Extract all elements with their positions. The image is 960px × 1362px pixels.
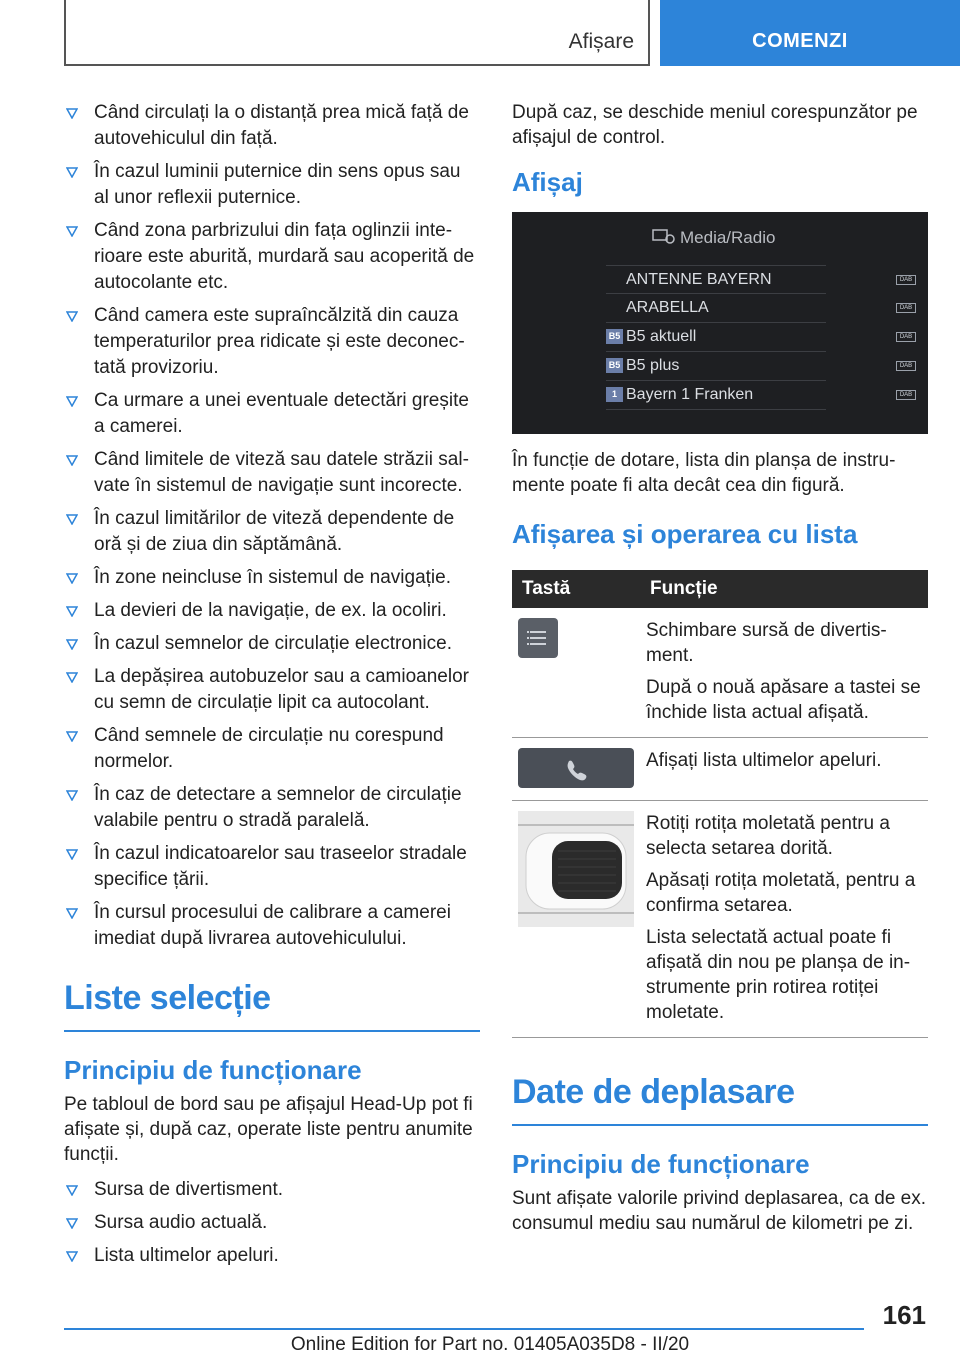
station-logo: 1 (606, 387, 623, 402)
list-item-text: În cazul indicatoarelor sau traseelor stradale specifice țării. (94, 843, 467, 890)
list-item (64, 388, 480, 440)
bullet-triangle-icon (66, 573, 78, 584)
bullet-triangle-icon (66, 639, 78, 650)
list-item (64, 303, 480, 381)
station-logo: B5 (606, 329, 623, 344)
dab-badge: DAB (896, 275, 916, 285)
list-item (64, 1243, 480, 1269)
list-item (64, 1177, 480, 1203)
dab-badge: DAB (896, 361, 916, 371)
list-item (64, 900, 480, 952)
paragraph-lists: Pe tabloul de bord sau pe afișajul Head-Up pot fi afișate și, după caz, operate liste pentru anumite funcții. (64, 1094, 473, 1165)
list-item-text: Ca urmare a unei eventuale detectări greșite a camerei. (94, 390, 469, 437)
list-item-text: Când limitele de viteză sau datele străzii sal-vate în sistemul de navigație sunt incorecte. (94, 449, 469, 496)
function-text: Afișați lista ultimelor apeluri. (646, 750, 882, 771)
list-item (64, 565, 480, 591)
list-item-text: Sursa de divertisment. (94, 1179, 284, 1200)
list-item-text: În cazul semnelor de circulație electronice. (94, 633, 453, 654)
table-row (512, 608, 928, 738)
section-heading-selection-lists: Liste selecție (64, 978, 480, 1032)
list-item-text: În zone neincluse în sistemul de navigație. (94, 567, 451, 588)
dab-badge: DAB (896, 332, 916, 342)
media-title: Media/Radio (680, 228, 776, 247)
function-cell (640, 738, 928, 801)
station-row[interactable] (606, 265, 913, 294)
table-header-key: Tastă (512, 570, 640, 608)
table-row (512, 801, 928, 1038)
bullet-triangle-icon (66, 396, 78, 407)
thumbwheel-icon (518, 811, 634, 927)
station-name: ANTENNE BAYERN (626, 271, 772, 288)
list-item (64, 782, 480, 834)
media-radio-screenshot (512, 212, 928, 434)
bullet-triangle-icon (66, 1185, 78, 1196)
list-item-text: Când zona parbrizului din fața oglinzii inte-rioare este aburită, murdară sau acoperită de autocolante etc. (94, 220, 475, 293)
subheading-list-operation: Afișarea și operarea cu lista (512, 519, 858, 549)
bullet-triangle-icon (66, 167, 78, 178)
section-heading-trip-data: Date de deplasare (512, 1072, 928, 1126)
chapter-tab[interactable] (660, 0, 960, 66)
list-item (64, 841, 480, 893)
bullet-triangle-icon (66, 226, 78, 237)
list-item-text: În cazul limitărilor de viteză dependente de oră și de ziua din săptămână. (94, 508, 455, 555)
function-text: După o nouă apăsare a tastei se închide lista actual afișată. (646, 677, 921, 723)
list-item-text: Când semnele de circulație nu corespund normelor. (94, 725, 444, 772)
bullet-triangle-icon (66, 731, 78, 742)
function-text: Apăsați rotița moletată, pentru a confirma setarea. (646, 870, 916, 916)
table-row (512, 738, 928, 801)
bullet-triangle-icon (66, 1218, 78, 1229)
list-item-text: În cazul luminii puternice din sens opus sau al unor reflexii puternice. (94, 161, 461, 208)
list-item-text: La depășirea autobuzelor sau a camioanelor cu semn de circulație lipit ca autocolant. (94, 666, 469, 713)
list-item (64, 1210, 480, 1236)
media-note-icon (652, 226, 676, 246)
station-name: B5 aktuell (626, 328, 697, 345)
bullet-triangle-icon (66, 455, 78, 466)
bullet-triangle-icon (66, 311, 78, 322)
key-cell (512, 608, 640, 738)
list-item (64, 631, 480, 657)
bullet-triangle-icon (66, 108, 78, 119)
function-cell (640, 801, 928, 1038)
key-cell (512, 738, 640, 801)
bullet-triangle-icon (66, 606, 78, 617)
page-number: 161 (882, 1300, 926, 1330)
list-item-text: În cursul procesului de calibrare a camerei imediat după livrarea autovehiculului. (94, 902, 451, 949)
key-function-table (512, 570, 928, 1038)
paragraph-trip-data: Sunt afișate valorile privind deplasarea, ca de ex. consumul mediu sau numărul de kilometri pe zi. (512, 1188, 927, 1234)
station-row[interactable] (606, 294, 913, 323)
station-row[interactable] (606, 352, 913, 381)
limitations-list (64, 100, 480, 952)
station-row[interactable] (606, 381, 913, 410)
list-item-text: Lista ultimelor apeluri. (94, 1245, 279, 1266)
bullet-triangle-icon (66, 790, 78, 801)
station-name: ARABELLA (626, 299, 709, 316)
station-name: Bayern 1 Franken (626, 386, 754, 403)
subheading-principle: Principiu de funcționare (64, 1055, 362, 1085)
page-header (0, 0, 960, 66)
image-caption: În funcție de dotare, lista din planșa de instru-mente poate fi alta decât cea din figură. (512, 450, 896, 496)
station-list (606, 265, 913, 410)
footer-rule (64, 1328, 864, 1330)
list-item (64, 159, 480, 211)
list-item-text: Când circulați la o distanță prea mică față de autovehiculul din față. (94, 102, 469, 149)
function-text: Schimbare sursă de divertis-ment. (646, 620, 887, 666)
station-name: B5 plus (626, 357, 680, 374)
list-item (64, 598, 480, 624)
bullet-triangle-icon (66, 849, 78, 860)
list-item-text: Sursa audio actuală. (94, 1212, 268, 1233)
bullet-triangle-icon (66, 514, 78, 525)
right-column (512, 100, 928, 1246)
list-item (64, 664, 480, 716)
intro-paragraph: După caz, se deschide meniul corespunzător pe afișajul de control. (512, 102, 918, 148)
list-types (64, 1177, 480, 1269)
station-logo: B5 (606, 358, 623, 373)
list-item-text: Când camera este supraîncălzită din cauza temperaturilor prea ridicate și este deconec-tată provizoriu. (94, 305, 465, 378)
list-item (64, 100, 480, 152)
list-item (64, 218, 480, 296)
function-text: Rotiți rotița moletată pentru a selecta setarea dorită. (646, 813, 890, 859)
function-cell (640, 608, 928, 738)
bullet-triangle-icon (66, 908, 78, 919)
edition-note: Online Edition for Part no. 01405A035D8 - II/20 (290, 1334, 690, 1355)
dab-badge: DAB (896, 390, 916, 400)
list-item (64, 723, 480, 775)
key-cell (512, 801, 640, 1038)
bullet-triangle-icon (66, 672, 78, 683)
list-item-text: La devieri de la navigație, de ex. la ocoliri. (94, 600, 447, 621)
list-icon (518, 618, 558, 658)
section-tab[interactable] (64, 0, 650, 66)
list-item (64, 506, 480, 558)
station-row[interactable] (606, 323, 913, 352)
list-item (64, 447, 480, 499)
section-label: Afișare (568, 30, 634, 53)
subheading-display: Afișaj (512, 167, 583, 197)
function-text: Lista selectată actual poate fi afișată din nou pe planșa de in-strumente prin rotirea rotiței moletate. (646, 927, 911, 1023)
bullet-triangle-icon (66, 1251, 78, 1262)
table-header-function: Funcție (640, 570, 928, 608)
dab-badge: DAB (896, 303, 916, 313)
phone-icon (518, 748, 634, 788)
left-column (64, 100, 480, 1276)
chapter-label: COMENZI (752, 30, 848, 52)
subheading-principle-trip: Principiu de funcționare (512, 1149, 810, 1179)
list-item-text: În caz de detectare a semnelor de circulație valabile pentru o stradă paralelă. (94, 784, 462, 831)
